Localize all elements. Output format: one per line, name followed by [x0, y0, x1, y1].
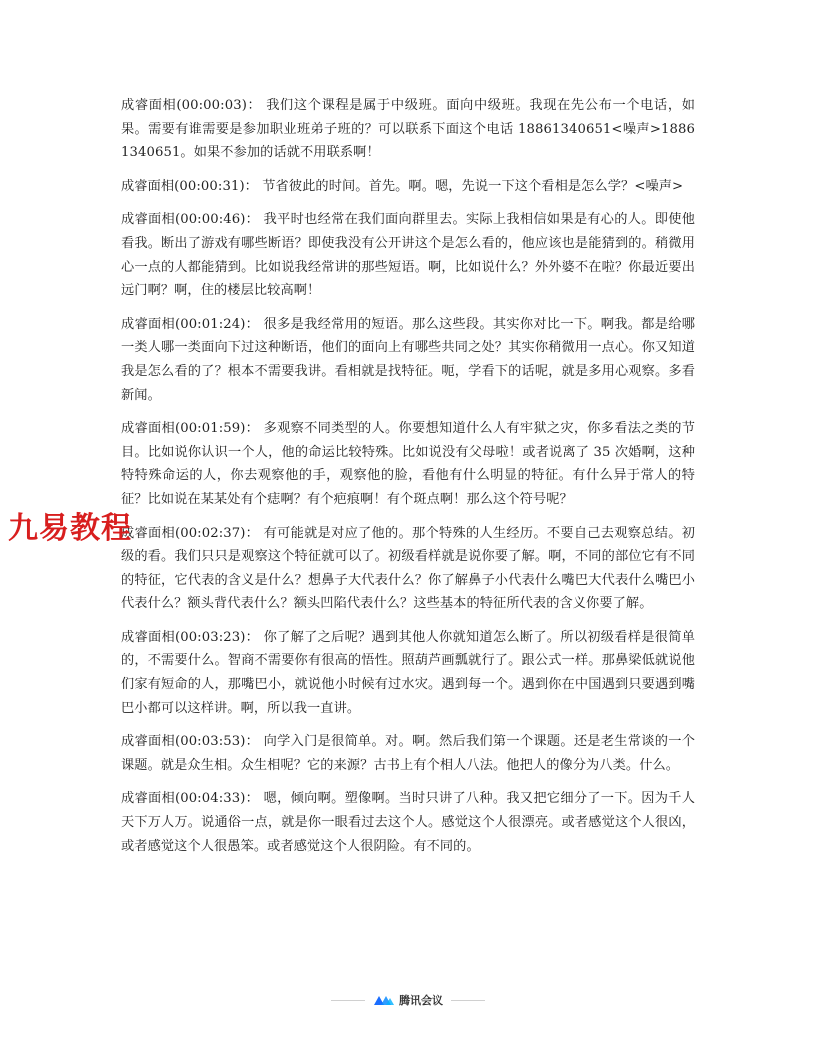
speaker-name: 成睿面相 [121, 525, 175, 541]
timestamp: 00:01:59 [180, 421, 241, 437]
timestamp-open: ( [174, 421, 181, 437]
utterance-text: 我们这个课程是属于中级班。面向中级班。我现在先公布一个电话，如果。需要有谁需要是参加职业班弟子班的？可以联系下面这个电话 18861340651<噪声>18861340651。如果不参加的话就不用联系啊！ [121, 98, 695, 161]
timestamp-open: ( [174, 212, 181, 228]
timestamp-close: )： [240, 629, 264, 645]
utterance-text: 节省彼此的时间。首先。啊。嗯，先说一下这个看相是怎么学？<噪声> [262, 178, 684, 194]
speaker-name: 成睿面相 [121, 212, 175, 228]
timestamp-open: ( [174, 525, 181, 541]
speaker-name: 成睿面相 [121, 791, 175, 807]
timestamp: 00:02:37 [180, 525, 241, 541]
footer-left-rule [331, 1000, 365, 1001]
timestamp-close: )： [240, 791, 264, 807]
utterance-text: 有可能就是对应了他的。那个特殊的人生经历。不要自己去观察总结。初级的看。我们只只是观察这个特征就可以了。初级看样就是说你要了解。啊，不同的部位它有不同的特征，它代表的含义是什么？想鼻子大代表什么？你了解鼻子小代表什么嘴巴大代表什么嘴巴小代表什么？额头背代表什么？额头凹陷代表什么？这些基本的特征所代表的含义你要了解。 [121, 525, 695, 612]
timestamp: 00:00:46 [180, 212, 241, 228]
transcript-paragraph [121, 208, 695, 302]
timestamp: 00:03:53 [180, 734, 241, 750]
speaker-name: 成睿面相 [121, 316, 175, 332]
speaker-name: 成睿面相 [121, 629, 175, 645]
transcript-paragraph [121, 730, 695, 777]
timestamp: 00:00:03 [181, 98, 242, 113]
utterance-text: 我平时也经常在我们面向群里去。实际上我相信如果是有心的人。即使他看我。断出了游戏有哪些断语？即使我没有公开讲这个是怎么看的，他应该也是能猜到的。稍微用心一点的人都能猜到。比如说我经常讲的那些短语。啊，比如说什么？外外婆不在啦？你最近要出远门啊？啊，住的楼层比较高啊！ [121, 212, 695, 299]
timestamp: 00:00:31 [179, 178, 240, 194]
timestamp-open: ( [174, 791, 181, 807]
timestamp-close: )： [240, 734, 264, 750]
timestamp-close: )： [240, 525, 264, 541]
speaker-name: 成睿面相 [121, 98, 177, 113]
transcript-paragraph [121, 313, 695, 407]
transcript-paragraph [121, 94, 695, 165]
page-footer [0, 990, 816, 1010]
footer-brand [373, 992, 443, 1008]
speaker-name: 成睿面相 [121, 734, 175, 750]
timestamp-open: ( [174, 316, 181, 332]
timestamp-close: )： [241, 98, 267, 113]
timestamp: 00:03:23 [180, 629, 241, 645]
timestamp: 00:04:33 [180, 791, 241, 807]
transcript-paragraph [121, 417, 695, 511]
timestamp-close: )： [240, 316, 264, 332]
timestamp-open: ( [174, 734, 181, 750]
watermark-text: 九易教程 [8, 511, 132, 546]
utterance-text: 嗯，倾向啊。塑像啊。当时只讲了八种。我又把它细分了一下。因为千人天下万人万。说通俗一点，就是你一眼看过去这个人。感觉这个人很漂亮。或者感觉这个人很凶，或者感觉这个人很愚笨。或者感觉这个人很阴险。有不同的。 [121, 791, 695, 854]
transcript-paragraph [121, 787, 695, 858]
speaker-name: 成睿面相 [121, 421, 175, 437]
timestamp-close: )： [239, 178, 263, 194]
transcript-paragraph [121, 626, 695, 720]
footer-right-rule [451, 1000, 485, 1001]
timestamp-close: )： [240, 421, 264, 437]
utterance-text: 很多是我经常用的短语。那么这些段。其实你对比一下。啊我。都是给哪一类人哪一类面向下过这种断语，他们的面向上有哪些共同之处？其实你稍微用一点心。你又知道我是怎么看的了？根本不需要我讲。看相就是找特征。呃，学看下的话呢，就是多用心观察。多看新闻。 [121, 316, 695, 403]
transcript-paragraph [121, 522, 695, 616]
utterance-text: 向学入门是很简单。对。啊。然后我们第一个课题。还是老生常谈的一个课题。就是众生相。众生相呢？它的来源？古书上有个相人八法。他把人的像分为八类。什么。 [121, 734, 695, 773]
transcript-paragraph [121, 175, 695, 199]
timestamp-open: ( [176, 98, 182, 113]
footer-brand-label: 腾讯会议 [399, 994, 443, 1007]
timestamp-open: ( [174, 629, 181, 645]
speaker-name: 成睿面相 [121, 178, 175, 194]
utterance-text: 多观察不同类型的人。你要想知道什么人有牢狱之灾，你多看法之类的节目。比如说你认识一个人，他的命运比较特殊。比如说没有父母啦！或者说离了 35 次婚啊，这种特特殊命运的人，你去观察他的手，观察他的脸，看他有什么明显的特征。有什么异于常人的特征？比如说在某某处有个痣啊？有个疤痕啊！有个斑点啊！那么这个符号呢？ [121, 421, 695, 507]
transcript [121, 94, 695, 868]
tencent-meeting-logo-icon [373, 994, 395, 1006]
timestamp-open: ( [174, 178, 180, 194]
timestamp-close: )： [240, 212, 264, 228]
timestamp: 00:01:24 [180, 316, 241, 332]
utterance-text: 你了解了之后呢？遇到其他人你就知道怎么断了。所以初级看样是很简单的，不需要什么。智商不需要你有很高的悟性。照葫芦画瓢就行了。跟公式一样。那鼻梁低就说他们家有短命的人，那嘴巴小，就说他小时候有过水灾。遇到每一个。遇到你在中国遇到只要遇到嘴巴小都可以这样讲。啊，所以我一直讲。 [121, 629, 695, 716]
